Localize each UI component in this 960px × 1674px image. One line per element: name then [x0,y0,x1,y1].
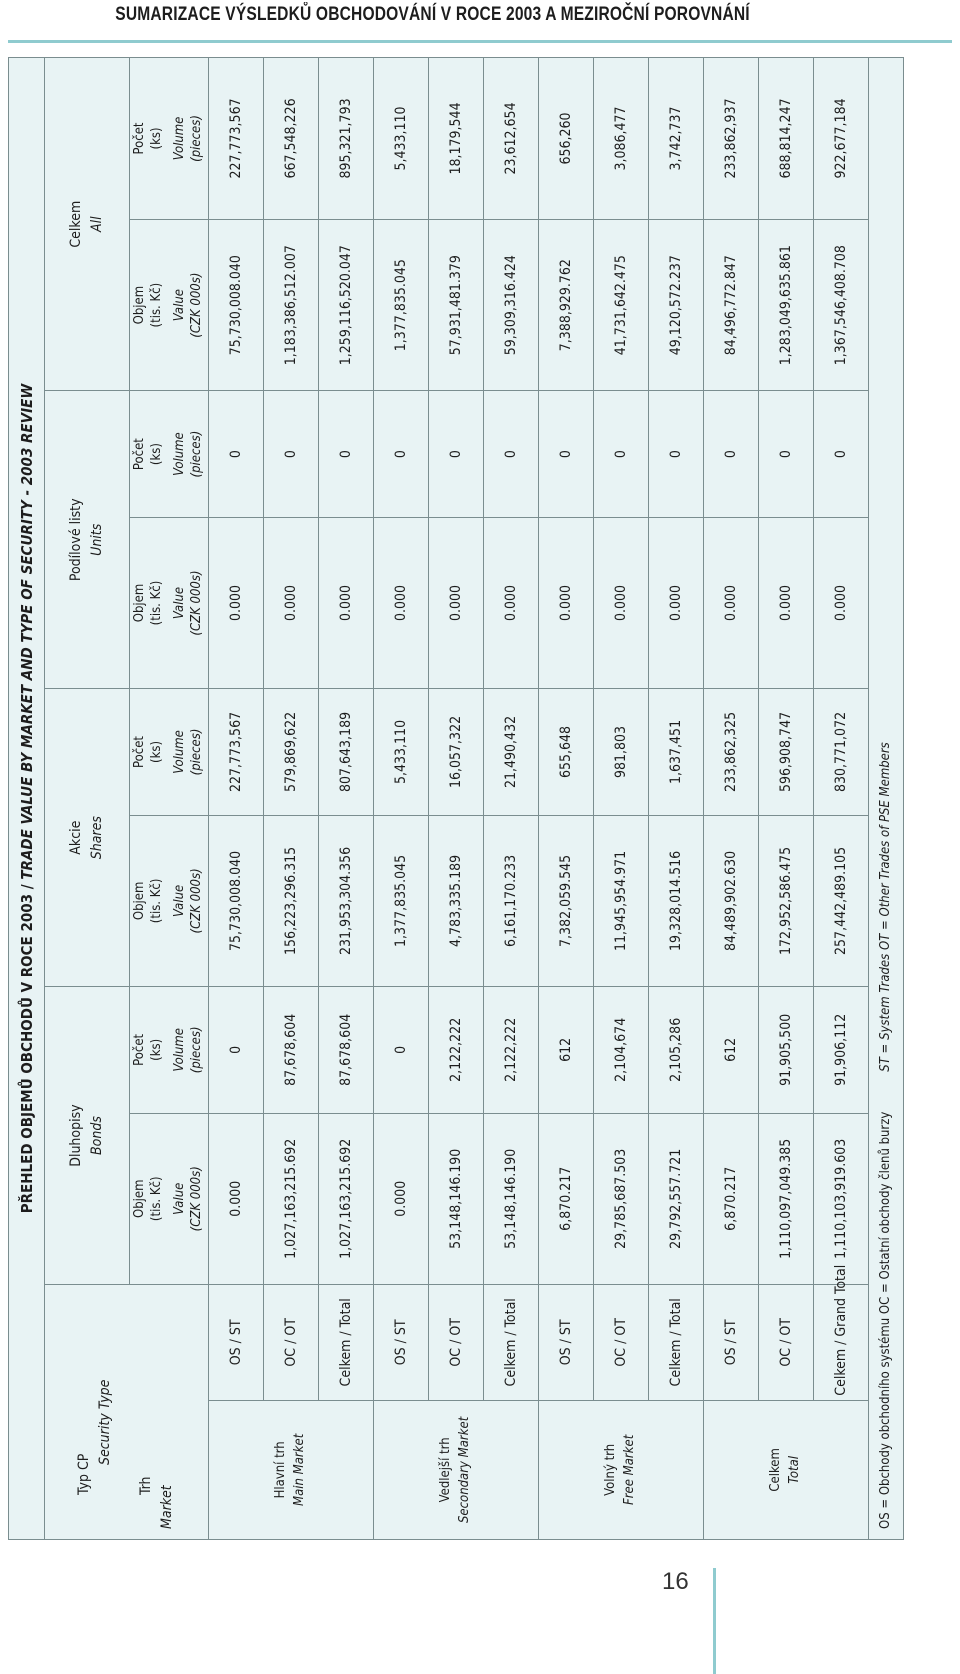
value-cell: 41,731,642.475 [593,219,648,390]
volume-cell: 807,643,189 [318,689,373,815]
group-cz: Akcie [68,820,84,855]
row-label: OC / OT [758,1284,813,1400]
volume-cell: 0 [593,391,648,517]
volume-cell: 830,771,072 [813,689,868,815]
value-cell: 75,730,008.040 [208,815,263,986]
volume-cell: 0 [428,391,483,517]
row-label: OS / ST [538,1284,593,1400]
pocet-line: (pieces) [188,1026,204,1074]
value-cell: 156,223,296.315 [263,815,318,986]
volume-cell: 0 [483,391,538,517]
objem-header [130,517,209,688]
volume-cell: 656,260 [538,58,593,220]
pocet-line: (pieces) [188,115,204,162]
caption-en: TRADE VALUE BY MARKET AND TYPE OF SECURITY - 2003 REVIEW [17,383,36,880]
market-cz: Volný trh [603,1443,619,1496]
pocet-line: Volume [171,1028,187,1072]
volume-cell: 233,862,325 [703,689,758,815]
value-cell: 53,148,146.190 [483,1113,538,1284]
pocet-line: (ks) [148,740,164,763]
volume-cell: 0 [318,391,373,517]
market-en: Free Market [621,1434,637,1505]
value-cell: 6,870.217 [538,1113,593,1284]
value-cell: 0.000 [428,517,483,688]
table-row [208,58,263,1540]
market-cz: Vedlejší trh [438,1437,454,1503]
value-cell: 75,730,008.040 [208,219,263,390]
objem-line: Objem [132,285,147,325]
pocet-line: (ks) [148,443,164,466]
objem-line: Objem [132,1179,147,1219]
pocet-header [130,391,209,517]
objem-line: (CZK 000s) [188,868,204,934]
volume-cell: 1,637,451 [648,689,703,815]
row-label: Celkem / Grand Total [813,1284,868,1400]
row-label: Celkem / Total [483,1284,538,1400]
market-cell [373,1400,538,1539]
volume-cell: 3,742,737 [648,58,703,220]
value-cell: 0.000 [373,517,428,688]
trh-label: Trh [138,1476,155,1495]
volume-cell: 688,814,247 [758,58,813,220]
volume-cell: 227,773,567 [208,689,263,815]
pocet-header [130,58,209,220]
objem-line: (tis. Kč) [148,878,164,924]
value-cell: 0.000 [483,517,538,688]
objem-line: Objem [132,881,147,921]
pocet-line: Počet [132,735,147,768]
volume-cell: 2,122,222 [428,987,483,1113]
volume-cell: 5,433,110 [373,58,428,220]
pocet-header [130,987,209,1113]
pocet-line: (ks) [148,1038,164,1061]
value-cell: 1,259,116,520.047 [318,219,373,390]
page-number: 16 [662,1568,689,1595]
pocet-header [130,689,209,815]
value-cell: 53,148,146.190 [428,1113,483,1284]
market-en: Main Market [291,1433,307,1506]
trade-value-table [8,57,904,1540]
security-type-label: Security Type [97,1379,114,1465]
volume-cell: 91,905,500 [758,987,813,1113]
row-label: OC / OT [263,1284,318,1400]
volume-cell: 0 [703,391,758,517]
value-cell: 7,388,929.762 [538,219,593,390]
value-cell: 29,792,557.721 [648,1113,703,1284]
header-divider [8,40,952,43]
row-label: OC / OT [428,1284,483,1400]
group-header-all [45,58,130,391]
objem-line: (tis. Kč) [148,1176,164,1222]
volume-cell: 0 [373,987,428,1113]
value-cell: 1,283,049,635.861 [758,219,813,390]
row-label: OS / ST [373,1284,428,1400]
volume-cell: 0 [813,391,868,517]
objem-line: (CZK 000s) [188,272,204,338]
value-cell: 84,496,772.847 [703,219,758,390]
table-body [208,58,868,1540]
row-label: Celkem / Total [648,1284,703,1400]
value-cell: 1,367,546,408.708 [813,219,868,390]
objem-line: (tis. Kč) [148,282,164,328]
group-en: Shares [89,816,105,860]
value-cell: 0.000 [813,517,868,688]
value-cell: 6,870.217 [703,1113,758,1284]
volume-cell: 0 [538,391,593,517]
volume-cell: 612 [538,987,593,1113]
objem-header [130,1113,209,1284]
pocet-line: (pieces) [188,728,204,776]
volume-cell: 0 [263,391,318,517]
volume-cell: 612 [703,987,758,1113]
pocet-line: Volume [171,730,187,774]
pocet-line: Počet [132,438,147,471]
value-cell: 1,110,103,919.603 [813,1113,868,1284]
objem-line: Value [171,289,187,322]
volume-cell: 233,862,937 [703,58,758,220]
value-cell: 172,952,586.475 [758,815,813,986]
value-cell: 1,027,163,215.692 [318,1113,373,1284]
volume-cell: 0 [648,391,703,517]
table-row [593,58,648,1540]
table-row [263,58,318,1540]
value-cell: 0.000 [263,517,318,688]
value-cell: 257,442,489.105 [813,815,868,986]
volume-cell: 16,057,322 [428,689,483,815]
group-header-bonds [45,987,130,1285]
volume-cell: 579,869,622 [263,689,318,815]
objem-header [130,815,209,986]
value-cell: 84,489,902.630 [703,815,758,986]
row-label: OS / ST [208,1284,263,1400]
table-row [648,58,703,1540]
volume-cell: 23,612,654 [483,58,538,220]
objem-line: (CZK 000s) [188,570,204,636]
objem-line: (CZK 000s) [188,1166,204,1232]
objem-line: Value [171,1182,187,1215]
value-cell: 0.000 [538,517,593,688]
value-cell: 1,377,835.045 [373,815,428,986]
table-row [483,58,538,1540]
volume-cell: 5,433,110 [373,689,428,815]
objem-line: Value [171,586,187,620]
typ-cp-label: Typ CP [76,1453,93,1495]
value-cell: 57,931,481.379 [428,219,483,390]
objem-header [130,219,209,390]
footnote-row [868,58,903,1540]
volume-cell: 2,105,286 [648,987,703,1113]
group-en: Bonds [89,1116,105,1155]
value-cell: 0.000 [648,517,703,688]
value-cell: 1,377,835.045 [373,219,428,390]
table-row [318,58,373,1540]
header-group-row [45,58,130,1540]
volume-cell: 91,906,112 [813,987,868,1113]
volume-cell: 0 [208,987,263,1113]
market-label: Market [159,1485,176,1529]
value-cell: 6,161,170.233 [483,815,538,986]
pocet-line: Počet [132,122,147,155]
group-cz: Celkem [68,200,84,248]
volume-cell: 895,321,793 [318,58,373,220]
objem-line: Objem [132,583,147,623]
value-cell: 0.000 [208,1113,263,1284]
volume-cell: 21,490,432 [483,689,538,815]
table-row [373,58,428,1540]
page-header-title: SUMARIZACE VÝSLEDKŮ OBCHODOVÁNÍ V ROCE 2003 A MEZIROČNÍ POROVNÁNÍ [115,4,750,25]
volume-cell: 0 [208,391,263,517]
volume-cell: 0 [373,391,428,517]
value-cell: 49,120,572.237 [648,219,703,390]
pocet-line: (pieces) [188,430,204,478]
table-caption-row [9,58,45,1540]
pocet-line: Počet [132,1033,147,1066]
pocet-line: Volume [171,432,187,476]
footnote-cell [868,58,903,1540]
market-cell [208,1400,373,1539]
value-cell: 231,953,304.356 [318,815,373,986]
pocet-line: (ks) [148,127,164,150]
volume-cell: 87,678,604 [318,987,373,1113]
volume-cell: 2,122,222 [483,987,538,1113]
group-header-shares [45,689,130,987]
volume-cell: 667,548,226 [263,58,318,220]
volume-cell: 981,803 [593,689,648,815]
market-cell [703,1400,868,1539]
row-label: OS / ST [703,1284,758,1400]
market-en: Secondary Market [456,1416,472,1523]
table-row [813,58,868,1540]
table-row [428,58,483,1540]
value-cell: 0.000 [758,517,813,688]
volume-cell: 227,773,567 [208,58,263,220]
pocet-line: Volume [171,116,187,161]
group-en: All [89,216,105,232]
value-cell: 29,785,687.503 [593,1113,648,1284]
volume-cell: 922,677,184 [813,58,868,220]
rotated-table-wrapper [8,57,958,1540]
volume-cell: 655,648 [538,689,593,815]
table-row [538,58,593,1540]
volume-cell: 596,908,747 [758,689,813,815]
value-cell: 1,110,097,049.385 [758,1113,813,1284]
value-cell: 1,027,163,215.692 [263,1113,318,1284]
table-row [758,58,813,1540]
group-cz: Podílové listy [68,498,84,582]
group-en: Units [89,523,105,556]
group-cz: Dluhopisy [68,1104,84,1167]
volume-cell: 3,086,477 [593,58,648,220]
value-cell: 0.000 [208,517,263,688]
value-cell: 1,183,386,512.007 [263,219,318,390]
row-label: OC / OT [593,1284,648,1400]
footnote-en: ST = System Trades OT = Other Trades of PSE Members [878,742,894,1072]
volume-cell: 0 [758,391,813,517]
market-cz: Celkem [768,1448,784,1492]
value-cell: 0.000 [593,517,648,688]
objem-line: Value [171,884,187,917]
table-row [703,58,758,1540]
value-cell: 59,309,316.424 [483,219,538,390]
value-cell: 0.000 [703,517,758,688]
objem-line: (tis. Kč) [148,580,164,626]
group-header-units [45,391,130,689]
market-cz: Hlavní trh [273,1441,289,1499]
footnote-cz: OS = Obchody obchodního systému OC = Ostatní obchody členů burzy [878,1111,894,1529]
caption-cz: PŘEHLED OBJEMŮ OBCHODŮ V ROCE 2003 / [17,879,36,1214]
table-caption [9,58,45,1540]
value-cell: 0.000 [318,517,373,688]
volume-cell: 18,179,544 [428,58,483,220]
corner-header [45,1284,209,1539]
page-number-divider [713,1568,716,1674]
value-cell: 19,328,014.516 [648,815,703,986]
market-cell [538,1400,703,1539]
volume-cell: 2,104,674 [593,987,648,1113]
market-en: Total [786,1456,802,1484]
row-label: Celkem / Total [318,1284,373,1400]
value-cell: 0.000 [373,1113,428,1284]
value-cell: 4,783,335.189 [428,815,483,986]
value-cell: 11,945,954.971 [593,815,648,986]
volume-cell: 87,678,604 [263,987,318,1113]
value-cell: 7,382,059.545 [538,815,593,986]
